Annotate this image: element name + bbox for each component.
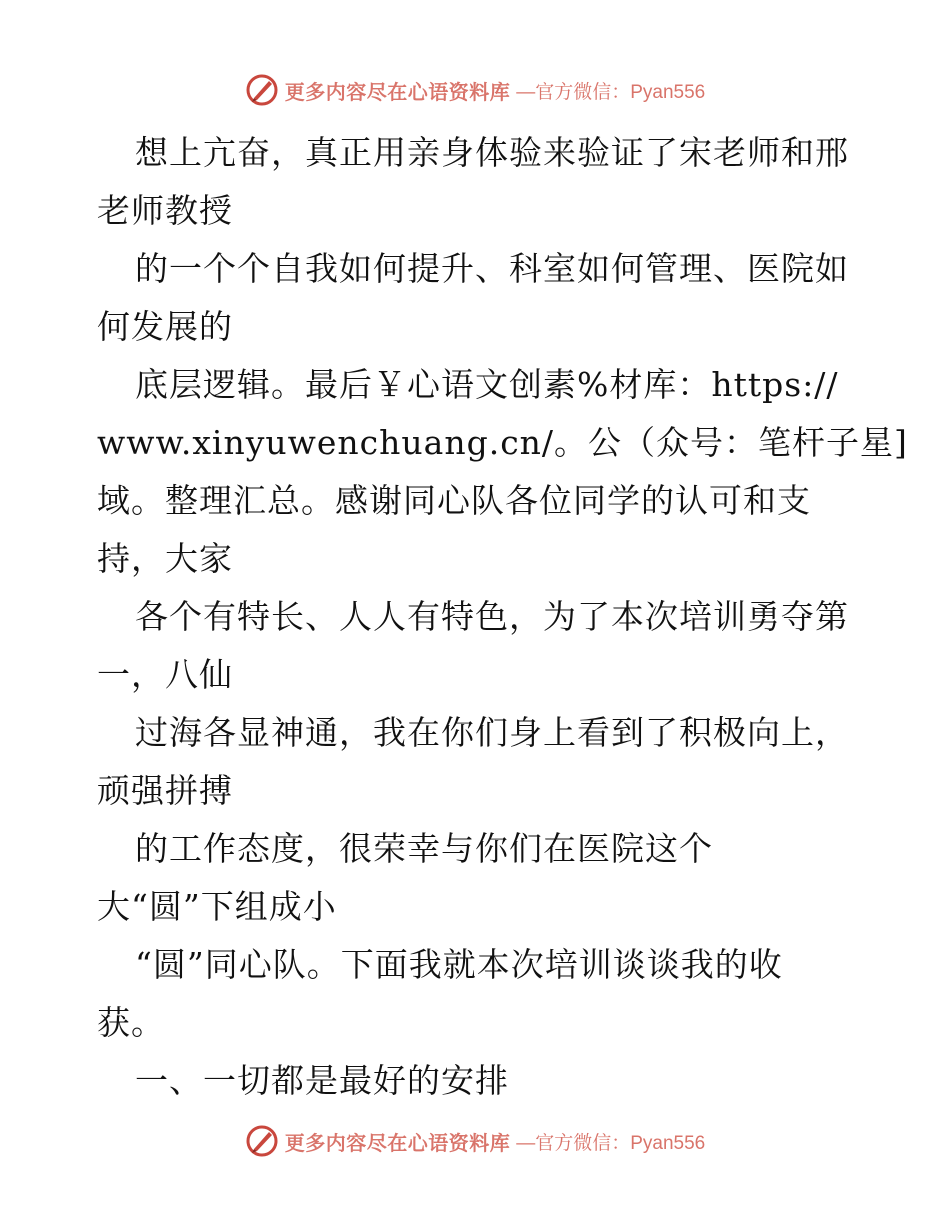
watermark-main-text: 更多内容尽在心语资料库 <box>284 79 511 104</box>
quill-logo-icon <box>245 1124 279 1158</box>
section-heading: 一、一切都是最好的安排 <box>135 1061 509 1100</box>
watermark-wechat-text: —官方微信：Pyan556 <box>516 1132 706 1154</box>
text-line: 顽强拼搏 <box>97 771 233 810</box>
text-line: “圆”同心队。下面我就本次培训谈谈我的收 <box>135 945 783 984</box>
text-line: 获。 <box>97 1003 165 1042</box>
text-line: 的工作态度，很荣幸与你们在医院这个 <box>135 829 713 868</box>
text-line: 大“圆”下组成小 <box>97 887 337 926</box>
footer-watermark <box>0 1121 950 1161</box>
watermark-main-text: 更多内容尽在心语资料库 <box>284 1130 511 1155</box>
text-line: 老师教授 <box>97 191 233 230</box>
quill-logo-icon <box>245 73 279 107</box>
text-line: 过海各显神通，我在你们身上看到了积极向上， <box>135 713 849 752</box>
text-line: 底层逻辑。最后￥心语文创素%材库：https:// <box>135 365 839 404</box>
document-body <box>97 124 908 1110</box>
text-line: 想上亢奋，真正用亲身体验来验证了宋老师和邢 <box>135 133 849 172</box>
text-line: 持，大家 <box>97 539 233 578</box>
text-line: 各个有特长、人人有特色，为了本次培训勇夺第 <box>135 597 849 636</box>
text-line: 域。整理汇总。感谢同心队各位同学的认可和支 <box>97 481 811 520</box>
watermark-wechat-text: —官方微信：Pyan556 <box>516 81 706 103</box>
text-line: www.xinyuwenchuang.cn/。公（众号：笔杆子星] <box>97 423 908 462</box>
text-line: 一，八仙 <box>97 655 233 694</box>
text-line: 何发展的 <box>97 307 233 346</box>
header-watermark <box>0 70 950 110</box>
text-line: 的一个个自我如何提升、科室如何管理、医院如 <box>135 249 849 288</box>
